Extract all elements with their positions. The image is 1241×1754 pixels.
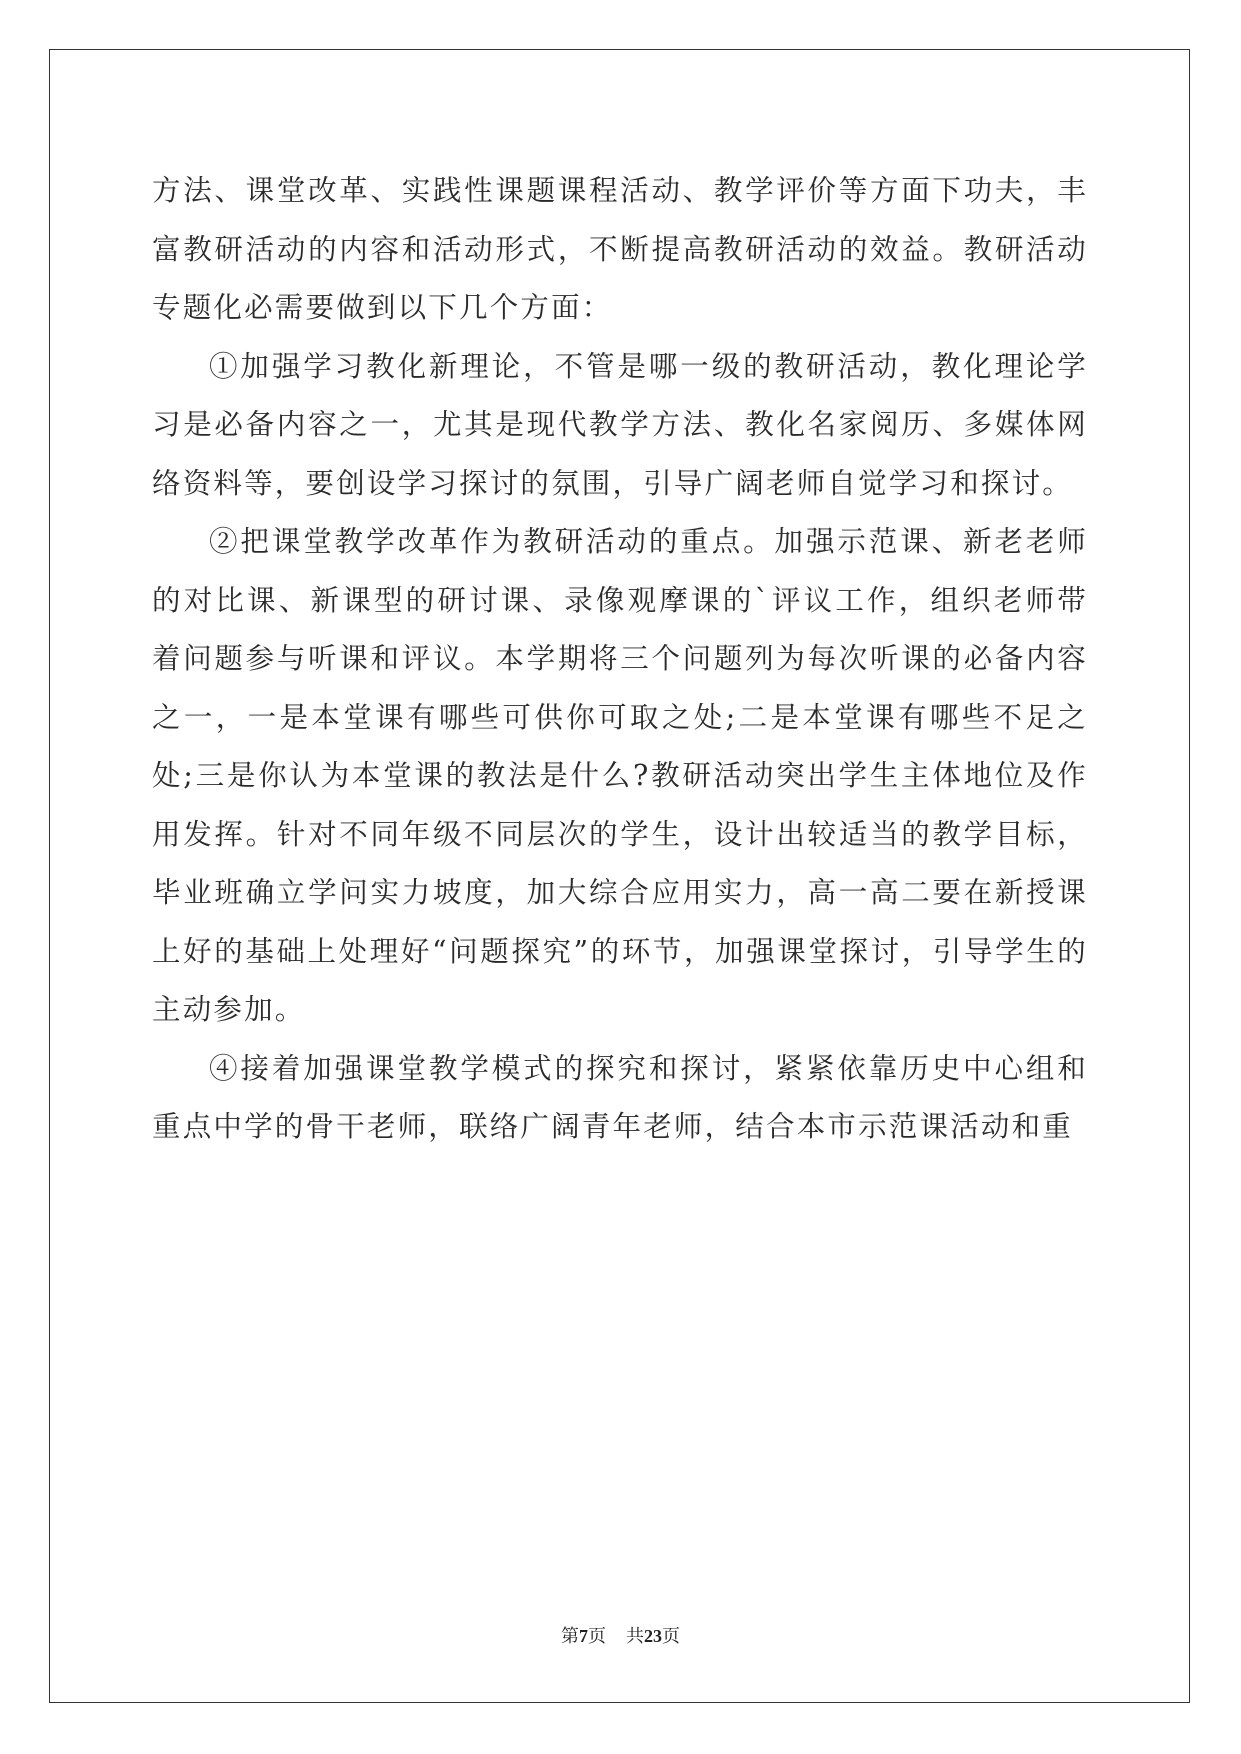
page-number: 7 (579, 1626, 588, 1646)
paragraph-2: ①加强学习教化新理论，不管是哪一级的教研活动，教化理论学习是必备内容之一，尤其是现代教学方法、教化名家阅历、多媒体网络资料等，要创设学习探讨的氛围，引导广阔老师自觉学习和探讨。 (152, 349, 1088, 500)
total-suffix: 页 (662, 1626, 680, 1646)
total-prefix: 共 (626, 1626, 644, 1646)
page-footer (0, 1622, 1241, 1648)
page-suffix: 页 (588, 1626, 606, 1646)
document-body (152, 162, 1088, 1157)
paragraph-1: 方法、课堂改革、实践性课题课程活动、教学评价等方面下功夫，丰富教研活动的内容和活动形式，不断提高教研活动的效益。教研活动专题化必需要做到以下几个方面： (152, 174, 1088, 324)
paragraph-4: ④接着加强课堂教学模式的探究和探讨，紧紧依靠历史中心组和重点中学的骨干老师，联络广阔青年老师，结合本市示范课活动和重 (152, 1051, 1088, 1143)
total-pages: 23 (644, 1626, 662, 1646)
page-prefix: 第 (561, 1626, 579, 1646)
paragraph-3: ②把课堂教学改革作为教研活动的重点。加强示范课、新老老师的对比课、新课型的研讨课、录像观摩课的`评议工作，组织老师带着问题参与听课和评议。本学期将三个问题列为每次听课的必备内容之一，一是本堂课有哪些可供你可取之处;二是本堂课有哪些不足之处;三是你认为本堂课的教法是什么?教研活动突出学生主体地位及作用发挥。针对不同年级不同层次的学生，设计出较适当的教学目标，毕业班确立学问实力坡度，加大综合应用实力，高一高二要在新授课上好的基础上处理好“问题探究”的环节，加强课堂探讨，引导学生的主动参加。 (152, 525, 1088, 1026)
